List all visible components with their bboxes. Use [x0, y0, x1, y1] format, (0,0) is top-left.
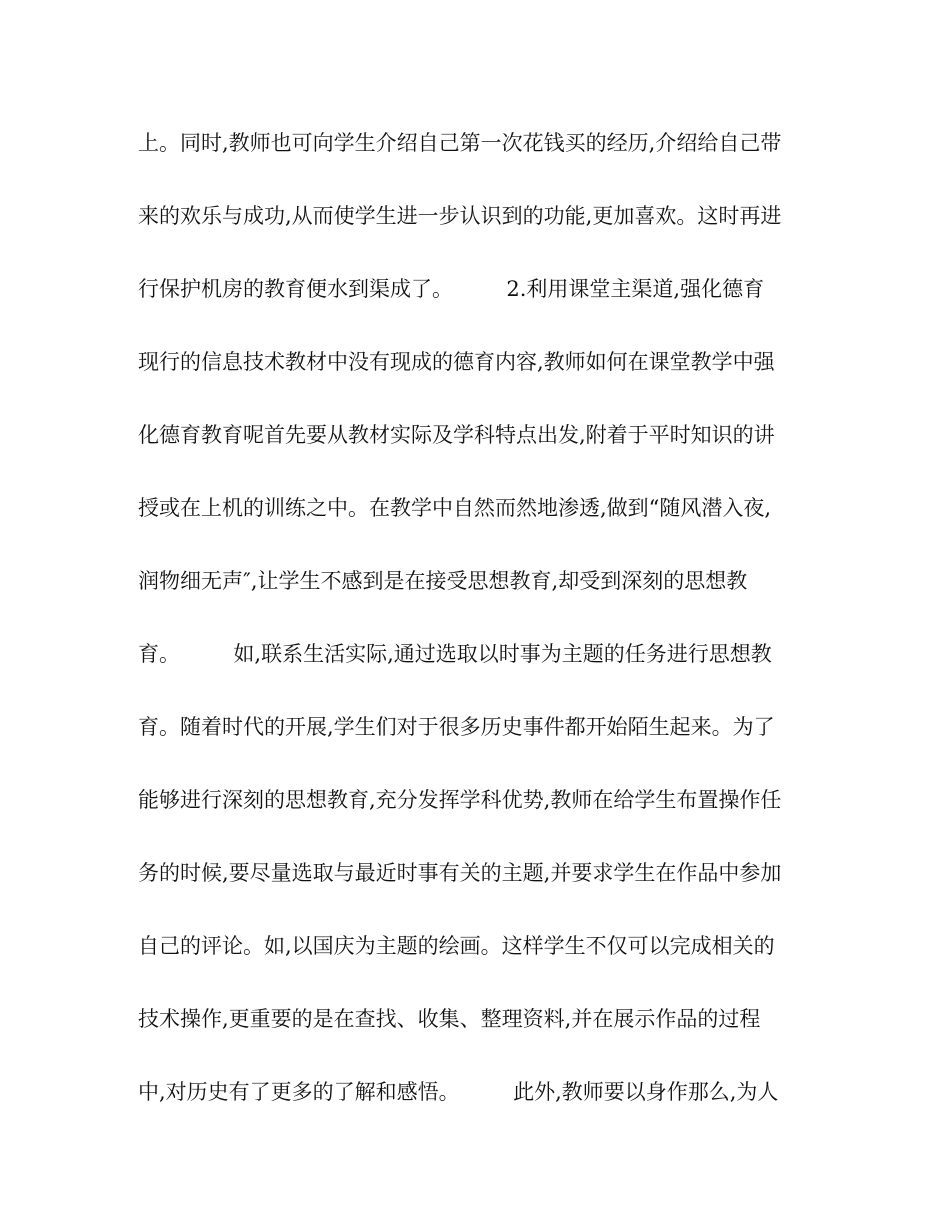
text-line: 现行的信息技术教材中没有现成的德育内容,教师如何在课堂教学中强 [138, 350, 775, 374]
text-line: 化德育教育呢首先要从教材实际及学科特点出发,附着于平时知识的讲 [138, 423, 775, 447]
text-line: 务的时候,要尽量选取与最近时事有关的主题,并要求学生在作品中参加 [138, 861, 782, 885]
text-line: 授或在上机的训练之中。在教学中自然而然地渗透,做到“随风潜入夜, [138, 496, 772, 520]
text-line: 润物细无声″,让学生不感到是在接受思想教育,却受到深刻的思想教 [138, 569, 748, 593]
text-line: 能够进行深刻的思想教育,充分发挥学科优势,教师在给学生布置操作任 [138, 788, 782, 812]
text-line: 自己的评论。如,以国庆为主题的绘画。这样学生不仅可以完成相关的 [138, 934, 775, 958]
text-line: 技术操作,更重要的是在查找、收集、整理资料,并在展示作品的过程 [138, 1007, 761, 1031]
text-line: 育。 如,联系生活实际,通过选取以时事为主题的任务进行思想教 [138, 642, 772, 666]
text-line: 育。随着时代的开展,学生们对于很多历史事件都开始陌生起来。为了 [138, 715, 775, 739]
text-line: 上。同时,教师也可向学生介绍自己第一次花钱买的经历,介绍给自己带 [138, 131, 782, 155]
text-line: 行保护机房的教育便水到渠成了。 2.利用课堂主渠道,强化德育 [138, 277, 765, 301]
text-line: 中,对历史有了更多的了解和感悟。 此外,教师要以身作那么,为人 [138, 1080, 779, 1104]
text-line: 来的欢乐与成功,从而使学生进一步认识到的功能,更加喜欢。这时再进 [138, 204, 782, 228]
